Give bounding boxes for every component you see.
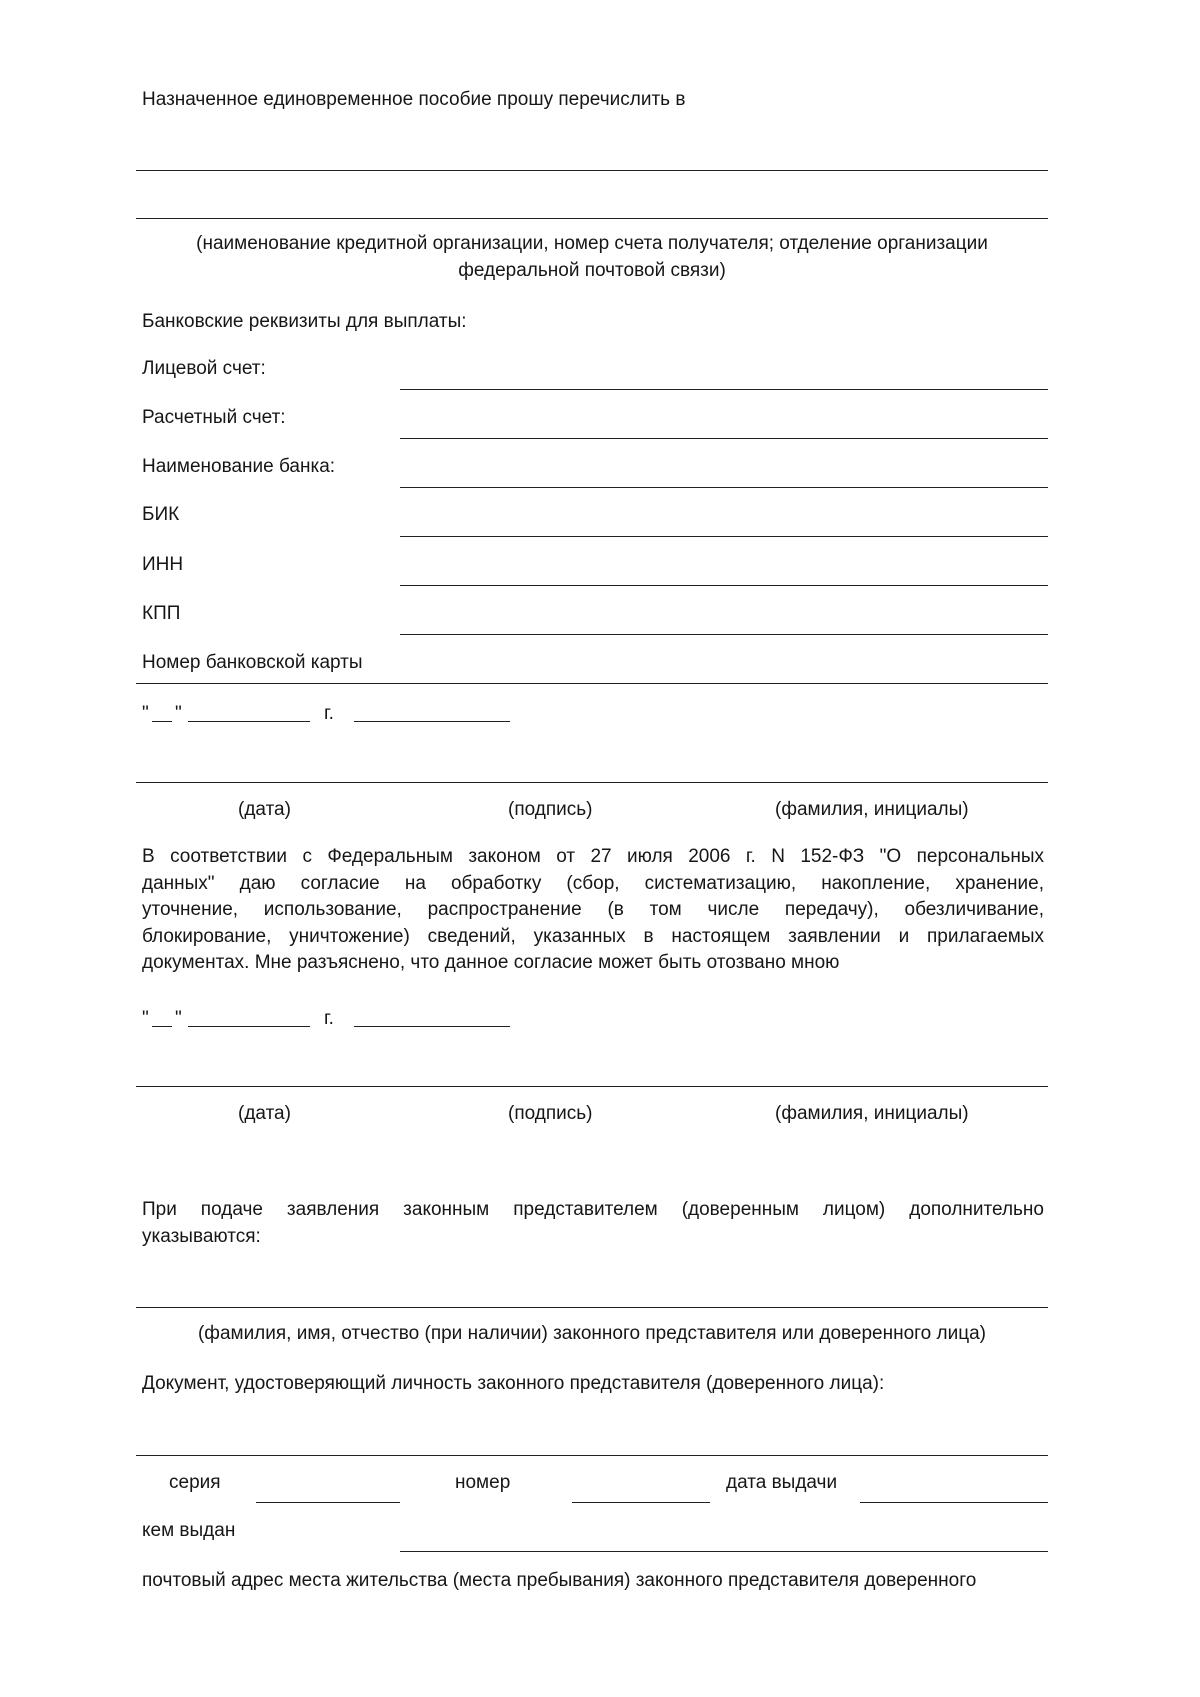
number-label: номер <box>455 1472 511 1493</box>
consent-line-5: документах. Мне разъяснено, что данное согласие может быть отозвано мною <box>142 952 840 973</box>
date-month-field-2[interactable] <box>188 1026 310 1027</box>
identity-document-field[interactable] <box>136 1455 1048 1456</box>
date-year-suffix-1: г. <box>324 703 334 724</box>
inn-label: ИНН <box>142 554 184 575</box>
consent-line-1: В соответствии с Федеральным законом от 27 июля 2006 г. N 152-ФЗ "О персональных <box>142 846 1044 867</box>
kpp-field[interactable] <box>400 634 1048 635</box>
issued-by-label: кем выдан <box>142 1520 236 1541</box>
date-month-field-1[interactable] <box>188 721 310 722</box>
name-caption-2: (фамилия, инициалы) <box>775 1103 969 1124</box>
date-caption-2: (дата) <box>238 1103 291 1124</box>
consent-line-3: уточнение, использование, распространение (в том числе передачу), обезличивание, <box>142 899 1044 920</box>
credit-org-line-1[interactable] <box>136 170 1048 171</box>
credit-org-line-2[interactable] <box>136 218 1048 219</box>
inn-field[interactable] <box>400 585 1048 586</box>
representative-intro-line-1: При подаче заявления законным представителем (доверенным лицом) дополнительно <box>142 1199 1044 1220</box>
date-quote-open-2: " <box>142 1008 149 1029</box>
personal-account-label: Лицевой счет: <box>142 358 266 379</box>
representative-intro <box>142 1197 1044 1250</box>
date-year-field-1[interactable] <box>354 721 510 722</box>
postal-address-label: почтовый адрес места жительства (места пребывания) законного представителя доверенного <box>142 1570 977 1591</box>
consent-paragraph <box>142 844 1044 977</box>
issue-date-field[interactable] <box>860 1502 1048 1503</box>
name-caption-1: (фамилия, инициалы) <box>775 799 969 820</box>
representative-name-caption: (фамилия, имя, отчество (при наличии) законного представителя или доверенного лица) <box>197 1323 986 1344</box>
bank-card-label: Номер банковской карты <box>142 652 363 673</box>
credit-org-caption-line-2: федеральной почтовой связи) <box>458 260 726 281</box>
bik-label: БИК <box>142 504 180 525</box>
personal-account-field[interactable] <box>400 389 1048 390</box>
bank-name-field[interactable] <box>400 487 1048 488</box>
series-label: серия <box>169 1472 221 1493</box>
date-quote-open-1: " <box>142 703 149 724</box>
signature-caption-1: (подпись) <box>508 799 593 820</box>
bik-field[interactable] <box>400 536 1048 537</box>
consent-line-2: данных" даю согласие на обработку (сбор, систематизацию, накопление, хранение, <box>142 872 1044 894</box>
representative-name-field[interactable] <box>136 1307 1048 1308</box>
signature-line-2[interactable] <box>136 1086 1048 1087</box>
consent-line-4: блокирование, уничтожение) сведений, указанных в настоящем заявлении и прилагаемых <box>142 925 1044 947</box>
representative-intro-line-2: указываются: <box>142 1225 261 1247</box>
bank-card-field[interactable] <box>136 683 1048 684</box>
signature-caption-2: (подпись) <box>508 1103 593 1124</box>
date-day-field-1[interactable] <box>152 721 172 722</box>
bank-name-label: Наименование банка: <box>142 456 336 477</box>
bank-details-heading: Банковские реквизиты для выплаты: <box>142 311 467 332</box>
issue-date-label: дата выдачи <box>726 1472 838 1493</box>
date-quote-close-1: " <box>175 703 182 724</box>
kpp-label: КПП <box>142 603 181 624</box>
series-field[interactable] <box>256 1502 400 1503</box>
settlement-account-field[interactable] <box>400 438 1048 439</box>
settlement-account-label: Расчетный счет: <box>142 407 286 428</box>
signature-line-1[interactable] <box>136 782 1048 783</box>
number-field[interactable] <box>572 1502 710 1503</box>
identity-document-heading: Документ, удостоверяющий личность законного представителя (доверенного лица): <box>142 1373 885 1394</box>
date-quote-close-2: " <box>175 1008 182 1029</box>
date-day-field-2[interactable] <box>152 1026 172 1027</box>
issued-by-field[interactable] <box>400 1551 1048 1552</box>
intro-text: Назначенное единовременное пособие прошу перечислить в <box>142 89 686 110</box>
date-year-suffix-2: г. <box>324 1008 334 1029</box>
date-year-field-2[interactable] <box>354 1026 510 1027</box>
credit-org-caption-line-1: (наименование кредитной организации, номер счета получателя; отделение организации <box>196 233 988 254</box>
date-caption-1: (дата) <box>238 799 291 820</box>
